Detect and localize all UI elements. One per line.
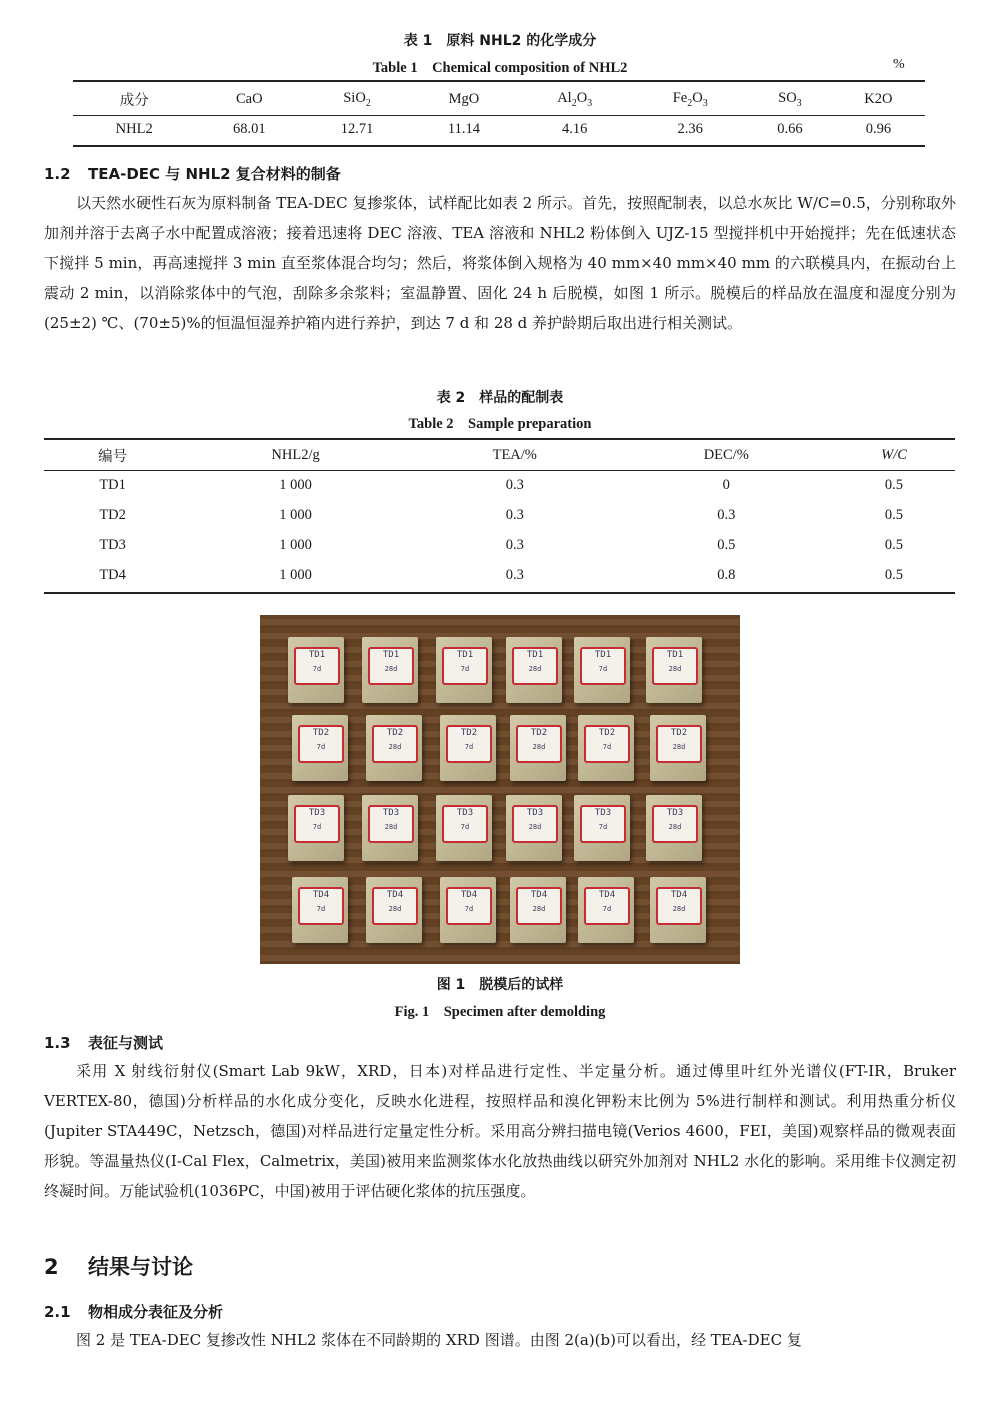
- specimen-label-id: TD4: [460, 890, 478, 900]
- specimen-block: [650, 877, 706, 943]
- specimen-block: [646, 637, 702, 703]
- table2-cell: 0.3: [717, 506, 736, 523]
- table-row: [44, 530, 955, 560]
- specimen-label-id: TD1: [666, 650, 684, 660]
- specimen-block: [292, 715, 348, 781]
- specimen-label-id: TD1: [456, 650, 474, 660]
- table2-cell: TD1: [99, 476, 126, 493]
- specimen-label-age: 28d: [528, 665, 542, 673]
- table2-header-cell: TEA/%: [492, 446, 537, 463]
- specimen-label-age: 7d: [598, 665, 608, 673]
- specimen-block: [366, 715, 422, 781]
- paragraph-1-2: [44, 188, 956, 338]
- specimen-label-id: TD3: [594, 808, 612, 818]
- section-heading-2: [44, 1251, 193, 1281]
- specimen-label-age: 7d: [602, 743, 612, 751]
- specimen-label: [516, 725, 562, 763]
- table1-header-cell: $Al_2O_3$: [557, 89, 593, 109]
- table-row: [44, 470, 955, 500]
- specimen-block: [506, 637, 562, 703]
- table2-caption-cn: 表 2 样品的配制表: [436, 390, 564, 406]
- section-number: 2.1: [44, 1303, 71, 1321]
- table2-header-cell: NHL2/g: [271, 446, 320, 463]
- specimen-label-age: 28d: [384, 823, 398, 831]
- specimen-photo: [260, 615, 740, 964]
- specimen-block: [578, 715, 634, 781]
- specimen-block: [366, 877, 422, 943]
- specimen-label-id: TD2: [460, 728, 478, 738]
- section-title: TEA-DEC 与 NHL2 复合材料的制备: [88, 165, 341, 183]
- specimen-label-id: TD4: [670, 890, 688, 900]
- paragraph-1-3: [44, 1056, 956, 1206]
- paragraph-2-1: [44, 1325, 956, 1355]
- specimen-label: [446, 725, 492, 763]
- table-row: [44, 560, 955, 590]
- specimen-label-id: TD2: [386, 728, 404, 738]
- specimen-label: [372, 725, 418, 763]
- table1-cell: 4.16: [561, 120, 588, 137]
- specimen-label-id: TD3: [526, 808, 544, 818]
- specimen-label-age: 28d: [388, 743, 402, 751]
- specimen-label-id: TD2: [530, 728, 548, 738]
- specimen-label: [442, 647, 488, 685]
- table1: [73, 84, 925, 144]
- specimen-block: [510, 877, 566, 943]
- specimen-block: [362, 637, 418, 703]
- table2-cell: 0.5: [884, 506, 904, 523]
- table2-cell: TD3: [99, 536, 126, 553]
- table2-cell: TD4: [99, 566, 126, 583]
- specimen-label: [656, 887, 702, 925]
- specimen-block: [436, 637, 492, 703]
- table1-cell: 0.66: [777, 120, 803, 137]
- specimen-label: [368, 647, 414, 685]
- table1-cell: 2.36: [677, 120, 703, 137]
- table1-header-row: [73, 84, 925, 114]
- table1-header-cell: $SO_3$: [778, 89, 802, 109]
- table1-cell: NHL2: [115, 120, 153, 137]
- section-number: 1.2: [44, 165, 71, 183]
- section-title: 表征与测试: [88, 1034, 164, 1052]
- specimen-label: [652, 647, 698, 685]
- specimen-label-age: 7d: [464, 905, 474, 913]
- specimen-label: [656, 725, 702, 763]
- section-title: 物相成分表征及分析: [88, 1303, 224, 1321]
- specimen-label: [652, 805, 698, 843]
- specimen-label-age: 28d: [668, 823, 682, 831]
- figure1-caption-cn: 图 1 脱模后的试样: [436, 977, 564, 993]
- specimen-label: [512, 647, 558, 685]
- specimen-label: [368, 805, 414, 843]
- table1-cell: 0.96: [865, 120, 892, 137]
- specimen-label-id: TD4: [386, 890, 404, 900]
- specimen-block: [506, 795, 562, 861]
- table2-cell: 0.5: [884, 476, 904, 493]
- table2-header-cell: W/C: [881, 446, 907, 463]
- table1-header-cell: SiO$_2$: [343, 89, 371, 109]
- table2-cell: 0.3: [505, 476, 524, 493]
- specimen-block: [292, 877, 348, 943]
- specimen-label-age: 7d: [598, 823, 608, 831]
- table1-caption-cn: 表 1 原料 NHL2 的化学成分: [403, 33, 597, 49]
- table2-cell: 1 000: [279, 536, 312, 553]
- table2-caption-en: Table 2 Sample preparation: [408, 416, 592, 432]
- specimen-block: [362, 795, 418, 861]
- table2-cell: 0: [722, 476, 730, 493]
- specimen-block: [646, 795, 702, 861]
- table-row: [44, 500, 955, 530]
- specimen-label-id: TD3: [666, 808, 684, 818]
- specimen-label-age: 7d: [460, 665, 470, 673]
- table1-cell: 11.14: [447, 120, 480, 137]
- specimen-label-age: 7d: [464, 743, 474, 751]
- specimen-label: [584, 725, 630, 763]
- specimen-label-age: 28d: [668, 665, 682, 673]
- specimen-label-age: 28d: [388, 905, 402, 913]
- specimen-label-id: TD2: [312, 728, 330, 738]
- specimen-label-age: 7d: [316, 743, 326, 751]
- table1-unit: %: [893, 57, 905, 72]
- specimen-label-id: TD1: [308, 650, 326, 660]
- table1-header-cell: $Fe_2O_3$: [672, 89, 708, 109]
- section-number: 1.3: [44, 1034, 71, 1052]
- section-title: 结果与讨论: [88, 1255, 193, 1279]
- specimen-label-id: TD3: [308, 808, 326, 818]
- table2-cell: 0.8: [717, 566, 736, 583]
- specimen-label: [446, 887, 492, 925]
- specimen-label: [298, 887, 344, 925]
- table2-cell: 0.3: [505, 506, 524, 523]
- table2-header-row: [44, 440, 955, 470]
- specimen-label-id: TD1: [526, 650, 544, 660]
- specimen-label: [584, 887, 630, 925]
- specimen-label: [442, 805, 488, 843]
- specimen-label: [580, 647, 626, 685]
- specimen-label-age: 28d: [672, 743, 686, 751]
- table2-cell: 0.5: [884, 536, 904, 553]
- table1-header-cell: MgO: [448, 90, 480, 107]
- specimen-block: [440, 715, 496, 781]
- specimen-label-id: TD1: [382, 650, 400, 660]
- specimen-label: [580, 805, 626, 843]
- table2: [44, 440, 955, 590]
- section-heading-1-3: [44, 1032, 163, 1053]
- table1-cell: 68.01: [232, 120, 266, 137]
- specimen-block: [288, 795, 344, 861]
- specimen-label-age: 28d: [532, 743, 546, 751]
- specimen-block: [288, 637, 344, 703]
- table1-caption-en: Table 1 Chemical composition of NHL2: [372, 60, 628, 76]
- specimen-label-age: 28d: [528, 823, 542, 831]
- specimen-block: [510, 715, 566, 781]
- table2-cell: 0.5: [717, 536, 736, 553]
- table2-cell: TD2: [99, 506, 126, 523]
- specimen-label-age: 7d: [312, 665, 322, 673]
- figure1-caption-en: Fig. 1 Specimen after demolding: [394, 1004, 606, 1020]
- specimen-label: [372, 887, 418, 925]
- table2-header-cell: DEC/%: [703, 446, 749, 463]
- specimen-label: [294, 647, 340, 685]
- specimen-label-age: 7d: [602, 905, 612, 913]
- specimen-label-age: 7d: [312, 823, 322, 831]
- specimen-label: [516, 887, 562, 925]
- paragraph-text: 以天然水硬性石灰为原料制备 TEA-DEC 复掺浆体，试样配比如表 2 所示。首先，按照配制表，以总水灰比 W/C=0.5，分别称取外加剂并溶于去离子水中配置成溶液；接着迅速将 DEC 溶液、TEA 溶液和 NHL2 粉体倒入 UJZ-15 型搅拌机中开始搅拌；先在低速状态下搅拌 5 min，再高速搅拌 3 min 直至浆体混合均匀；然后，将浆体倒入规格为 40 mm×40 mm×40 mm 的六联模具内，在振动台上震动 2 min，以消除浆体中的气泡，刮除多余浆料；室温静置、固化 24 h 后脱模，如图 1 所示。脱模后的样品放在温度和湿度分别为(25±2) ℃、(70±5)%的恒温恒湿养护箱内进行养护，到达 7 d 和 28 d 养护龄期后取出进行相关测试。: [44, 194, 956, 332]
- specimen-label: [294, 805, 340, 843]
- specimen-block: [650, 715, 706, 781]
- specimen-label-id: TD4: [312, 890, 330, 900]
- specimen-block: [578, 877, 634, 943]
- table2-cell: 0.5: [884, 566, 904, 583]
- specimen-block: [436, 795, 492, 861]
- specimen-label: [298, 725, 344, 763]
- specimen-block: [574, 795, 630, 861]
- table2-cell: 1 000: [279, 476, 312, 493]
- table1-header-cell: CaO: [235, 90, 263, 107]
- table-row: [73, 114, 925, 144]
- specimen-label-age: 28d: [384, 665, 398, 673]
- specimen-label-id: TD2: [670, 728, 688, 738]
- specimen-label-id: TD3: [382, 808, 400, 818]
- specimen-label-id: TD4: [598, 890, 616, 900]
- table2-cell: 0.3: [505, 566, 524, 583]
- specimen-label-age: 7d: [460, 823, 470, 831]
- section-heading-1-2: [44, 163, 341, 184]
- paragraph-text: 图 2 是 TEA-DEC 复掺改性 NHL2 浆体在不同龄期的 XRD 图谱。由图 2(a)(b)可以看出，经 TEA-DEC 复: [76, 1331, 802, 1349]
- paragraph-text: 采用 X 射线衍射仪(Smart Lab 9kW，XRD，日本)对样品进行定性、半定量分析。通过傅里叶红外光谱仪(FT-IR，Bruker VERTEX-80，德国)分析样品的水化成分变化，反映水化进程，按照样品和溴化钾粉末比例为 5%进行制样和测试。利用热重分析仪(Jupiter STA449C，Netzsch，德国)对样品进行定量定性分析。采用高分辨扫描电镜(Verios 4600，FEI，美国)观察样品的微观表面形貌。等温量热仪(I-Cal Flex，Calmetrix，美国)被用来监测浆体水化放热曲线以研究外加剂对 NHL2 水化的影响。采用维卡仪测定初终凝时间。万能试验机(1036PC，中国)被用于评估硬化浆体的抗压强度。: [44, 1062, 956, 1200]
- specimen-label-id: TD3: [456, 808, 474, 818]
- table1-cell: 12.71: [340, 120, 374, 137]
- specimen-block: [440, 877, 496, 943]
- specimen-label: [512, 805, 558, 843]
- table2-cell: 0.3: [505, 536, 524, 553]
- specimen-label-id: TD4: [530, 890, 548, 900]
- specimen-label-age: 28d: [672, 905, 686, 913]
- table2-bottom-rule: [44, 592, 955, 594]
- section-number: 2: [44, 1255, 59, 1279]
- specimen-label-id: TD2: [598, 728, 616, 738]
- table1-header-cell: K2O: [864, 90, 893, 107]
- specimen-label-age: 7d: [316, 905, 326, 913]
- specimen-label-id: TD1: [594, 650, 612, 660]
- specimen-block: [574, 637, 630, 703]
- specimen-label-age: 28d: [532, 905, 546, 913]
- table2-cell: 1 000: [279, 566, 312, 583]
- section-heading-2-1: [44, 1301, 223, 1322]
- table1-top-rule: [73, 80, 925, 82]
- table1-header-cell: 成分: [119, 92, 149, 109]
- table2-header-cell: 编号: [98, 448, 128, 465]
- table2-cell: 1 000: [279, 506, 312, 523]
- table1-bottom-rule: [73, 145, 925, 147]
